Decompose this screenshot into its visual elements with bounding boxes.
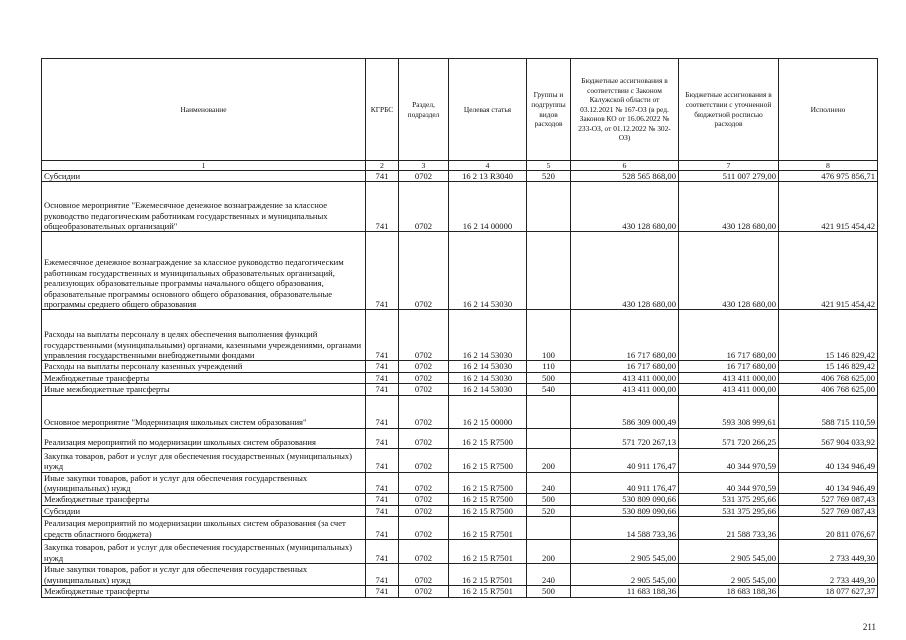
row-section-cell: 0702 bbox=[399, 361, 449, 372]
row-kgrbs-cell: 741 bbox=[366, 361, 399, 372]
row-target-cell: 16 2 15 R7501 bbox=[449, 586, 527, 597]
row-section-cell: 0702 bbox=[399, 505, 449, 516]
row-target-cell: 16 2 15 R7500 bbox=[449, 472, 527, 494]
row-section-cell: 0702 bbox=[399, 384, 449, 395]
row-kgrbs-cell: 741 bbox=[366, 395, 399, 428]
row-target-cell: 16 2 15 00000 bbox=[449, 395, 527, 428]
row-target-cell: 16 2 14 53030 bbox=[449, 310, 527, 361]
row-budget-law-cell: 528 565 868,00 bbox=[571, 171, 679, 182]
row-budget-refined-cell: 2 905 545,00 bbox=[679, 540, 779, 564]
header-executed: Исполнено bbox=[779, 59, 878, 161]
row-budget-refined-cell: 430 128 680,00 bbox=[679, 232, 779, 310]
table-row bbox=[42, 448, 878, 472]
table-row bbox=[42, 372, 878, 383]
row-target-cell: 16 2 14 53030 bbox=[449, 384, 527, 395]
row-target-cell: 16 2 13 R3040 bbox=[449, 171, 527, 182]
header-name: Наименование bbox=[42, 59, 366, 161]
row-budget-law-cell: 530 809 090,66 bbox=[571, 494, 679, 505]
row-name-cell: Основное мероприятие "Модернизация школьных систем образования" bbox=[42, 395, 366, 428]
row-target-cell: 16 2 14 53030 bbox=[449, 361, 527, 372]
table-row bbox=[42, 310, 878, 361]
row-section-cell: 0702 bbox=[399, 232, 449, 310]
row-group-cell bbox=[527, 428, 571, 448]
row-executed-cell: 406 768 625,00 bbox=[779, 384, 878, 395]
row-name-cell: Расходы на выплаты персоналу казенных учреждений bbox=[42, 361, 366, 372]
row-budget-refined-cell: 413 411 000,00 bbox=[679, 372, 779, 383]
row-target-cell: 16 2 15 R7500 bbox=[449, 428, 527, 448]
row-kgrbs-cell: 741 bbox=[366, 232, 399, 310]
table-row bbox=[42, 494, 878, 505]
row-executed-cell: 2 733 449,30 bbox=[779, 540, 878, 564]
row-kgrbs-cell: 741 bbox=[366, 171, 399, 182]
column-number: 7 bbox=[679, 161, 779, 171]
row-group-cell: 540 bbox=[527, 384, 571, 395]
row-executed-cell: 40 134 946,49 bbox=[779, 448, 878, 472]
row-budget-refined-cell: 21 588 733,36 bbox=[679, 517, 779, 540]
row-budget-refined-cell: 531 375 295,66 bbox=[679, 494, 779, 505]
row-name-cell: Иные межбюджетные трансферты bbox=[42, 384, 366, 395]
page-number: 211 bbox=[862, 622, 876, 632]
table-row bbox=[42, 428, 878, 448]
row-name-cell: Реализация мероприятий по модернизации школьных систем образования bbox=[42, 428, 366, 448]
row-kgrbs-cell: 741 bbox=[366, 384, 399, 395]
row-budget-law-cell: 586 309 000,49 bbox=[571, 395, 679, 428]
row-name-cell: Реализация мероприятий по модернизации школьных систем образования (за счет средств областного бюджета) bbox=[42, 517, 366, 540]
table-row bbox=[42, 586, 878, 597]
row-budget-refined-cell: 16 717 680,00 bbox=[679, 361, 779, 372]
row-name-cell: Расходы на выплаты персоналу в целях обеспечения выполнения функций государственными (муниципальными) органами, казенными учреждениями, органами управления государственными внебюджетными фондами bbox=[42, 310, 366, 361]
row-name-cell: Ежемесячное денежное вознаграждение за классное руководство педагогическим работникам государственных и муниципальных образовательных организаций, реализующих образовательные программы начального общего образования, образовательные программы основного общего образования, образовательные программы среднего общего образования bbox=[42, 232, 366, 310]
table-row bbox=[42, 540, 878, 564]
row-budget-refined-cell: 593 308 999,61 bbox=[679, 395, 779, 428]
row-section-cell: 0702 bbox=[399, 517, 449, 540]
row-budget-refined-cell: 40 344 970,59 bbox=[679, 472, 779, 494]
row-target-cell: 16 2 15 R7501 bbox=[449, 540, 527, 564]
row-executed-cell: 567 904 033,92 bbox=[779, 428, 878, 448]
row-section-cell: 0702 bbox=[399, 372, 449, 383]
column-number: 8 bbox=[779, 161, 878, 171]
row-budget-law-cell: 413 411 000,00 bbox=[571, 372, 679, 383]
row-group-cell bbox=[527, 182, 571, 232]
row-group-cell: 110 bbox=[527, 361, 571, 372]
row-kgrbs-cell: 741 bbox=[366, 448, 399, 472]
row-section-cell: 0702 bbox=[399, 448, 449, 472]
row-budget-law-cell: 430 128 680,00 bbox=[571, 232, 679, 310]
row-group-cell bbox=[527, 232, 571, 310]
header-budget-law: Бюджетные ассигнования в соответствии с Законом Калужской области от 03.12.2021 № 167-ОЗ (в ред. Законов КО от 16.06.2022 № 233-ОЗ, от 01.12.2022 № 302-ОЗ) bbox=[571, 59, 679, 161]
row-section-cell: 0702 bbox=[399, 395, 449, 428]
row-group-cell: 240 bbox=[527, 564, 571, 586]
header-budget-refined: Бюджетные ассигнования в соответствии с уточненной бюджетной росписью расходов bbox=[679, 59, 779, 161]
row-target-cell: 16 2 14 00000 bbox=[449, 182, 527, 232]
row-section-cell: 0702 bbox=[399, 472, 449, 494]
header-kgrbs: КГРБС bbox=[366, 59, 399, 161]
row-name-cell: Иные закупки товаров, работ и услуг для обеспечения государственных (муниципальных) нужд bbox=[42, 564, 366, 586]
row-group-cell: 520 bbox=[527, 505, 571, 516]
row-target-cell: 16 2 15 R7500 bbox=[449, 494, 527, 505]
table-row bbox=[42, 517, 878, 540]
row-name-cell: Субсидии bbox=[42, 171, 366, 182]
table-row bbox=[42, 472, 878, 494]
table-row bbox=[42, 505, 878, 516]
row-group-cell bbox=[527, 517, 571, 540]
column-number-row bbox=[42, 161, 878, 171]
table-row bbox=[42, 182, 878, 232]
row-section-cell: 0702 bbox=[399, 494, 449, 505]
row-target-cell: 16 2 15 R7501 bbox=[449, 517, 527, 540]
table-row bbox=[42, 395, 878, 428]
row-kgrbs-cell: 741 bbox=[366, 564, 399, 586]
row-budget-refined-cell: 18 683 188,36 bbox=[679, 586, 779, 597]
row-executed-cell: 421 915 454,42 bbox=[779, 232, 878, 310]
row-group-cell: 500 bbox=[527, 586, 571, 597]
row-section-cell: 0702 bbox=[399, 310, 449, 361]
row-name-cell: Закупка товаров, работ и услуг для обеспечения государственных (муниципальных) нужд bbox=[42, 540, 366, 564]
row-kgrbs-cell: 741 bbox=[366, 505, 399, 516]
column-number: 4 bbox=[449, 161, 527, 171]
row-budget-law-cell: 40 911 176,47 bbox=[571, 448, 679, 472]
row-section-cell: 0702 bbox=[399, 428, 449, 448]
row-budget-law-cell: 14 588 733,36 bbox=[571, 517, 679, 540]
row-target-cell: 16 2 14 53030 bbox=[449, 372, 527, 383]
row-name-cell: Межбюджетные трансферты bbox=[42, 372, 366, 383]
table-row bbox=[42, 232, 878, 310]
row-budget-refined-cell: 430 128 680,00 bbox=[679, 182, 779, 232]
row-executed-cell: 20 811 076,67 bbox=[779, 517, 878, 540]
row-target-cell: 16 2 15 R7501 bbox=[449, 564, 527, 586]
table-row bbox=[42, 361, 878, 372]
row-budget-law-cell: 16 717 680,00 bbox=[571, 310, 679, 361]
column-number: 2 bbox=[366, 161, 399, 171]
row-executed-cell: 15 146 829,42 bbox=[779, 310, 878, 361]
row-executed-cell: 15 146 829,42 bbox=[779, 361, 878, 372]
row-budget-law-cell: 413 411 000,00 bbox=[571, 384, 679, 395]
row-section-cell: 0702 bbox=[399, 540, 449, 564]
row-name-cell: Субсидии bbox=[42, 505, 366, 516]
table-body bbox=[42, 171, 878, 598]
row-group-cell: 100 bbox=[527, 310, 571, 361]
column-number: 1 bbox=[42, 161, 366, 171]
row-budget-law-cell: 40 911 176,47 bbox=[571, 472, 679, 494]
row-budget-refined-cell: 2 905 545,00 bbox=[679, 564, 779, 586]
row-kgrbs-cell: 741 bbox=[366, 540, 399, 564]
row-budget-law-cell: 2 905 545,00 bbox=[571, 540, 679, 564]
row-executed-cell: 421 915 454,42 bbox=[779, 182, 878, 232]
column-number: 3 bbox=[399, 161, 449, 171]
row-group-cell bbox=[527, 395, 571, 428]
row-budget-refined-cell: 571 720 266,25 bbox=[679, 428, 779, 448]
row-group-cell: 200 bbox=[527, 540, 571, 564]
column-number: 6 bbox=[571, 161, 679, 171]
row-name-cell: Закупка товаров, работ и услуг для обеспечения государственных (муниципальных) нужд bbox=[42, 448, 366, 472]
budget-execution-table bbox=[41, 58, 878, 598]
row-executed-cell: 18 077 627,37 bbox=[779, 586, 878, 597]
row-executed-cell: 527 769 087,43 bbox=[779, 494, 878, 505]
header-section: Раздел, подраздел bbox=[399, 59, 449, 161]
row-budget-law-cell: 11 683 188,36 bbox=[571, 586, 679, 597]
header-groups: Группы и подгруппы видов расходов bbox=[527, 59, 571, 161]
row-name-cell: Межбюджетные трансферты bbox=[42, 586, 366, 597]
budget-report-sheet bbox=[41, 58, 877, 598]
row-group-cell: 520 bbox=[527, 171, 571, 182]
row-kgrbs-cell: 741 bbox=[366, 586, 399, 597]
row-kgrbs-cell: 741 bbox=[366, 310, 399, 361]
row-budget-law-cell: 530 809 090,66 bbox=[571, 505, 679, 516]
row-budget-refined-cell: 531 375 295,66 bbox=[679, 505, 779, 516]
row-budget-refined-cell: 16 717 680,00 bbox=[679, 310, 779, 361]
row-budget-refined-cell: 413 411 000,00 bbox=[679, 384, 779, 395]
row-group-cell: 500 bbox=[527, 494, 571, 505]
row-section-cell: 0702 bbox=[399, 586, 449, 597]
row-kgrbs-cell: 741 bbox=[366, 182, 399, 232]
row-name-cell: Основное мероприятие "Ежемесячное денежное вознаграждение за классное руководство педагогическим работникам государственных и муниципальных общеобразовательных организаций" bbox=[42, 182, 366, 232]
row-name-cell: Межбюджетные трансферты bbox=[42, 494, 366, 505]
row-kgrbs-cell: 741 bbox=[366, 472, 399, 494]
row-executed-cell: 406 768 625,00 bbox=[779, 372, 878, 383]
header-target: Целевая статья bbox=[449, 59, 527, 161]
row-executed-cell: 2 733 449,30 bbox=[779, 564, 878, 586]
row-budget-law-cell: 430 128 680,00 bbox=[571, 182, 679, 232]
row-budget-refined-cell: 511 007 279,00 bbox=[679, 171, 779, 182]
row-executed-cell: 40 134 946,49 bbox=[779, 472, 878, 494]
row-name-cell: Иные закупки товаров, работ и услуг для обеспечения государственных (муниципальных) нужд bbox=[42, 472, 366, 494]
row-target-cell: 16 2 15 R7500 bbox=[449, 448, 527, 472]
column-number: 5 bbox=[527, 161, 571, 171]
table-header-row bbox=[42, 59, 878, 161]
table-row bbox=[42, 564, 878, 586]
row-group-cell: 240 bbox=[527, 472, 571, 494]
row-budget-law-cell: 16 717 680,00 bbox=[571, 361, 679, 372]
row-kgrbs-cell: 741 bbox=[366, 372, 399, 383]
row-target-cell: 16 2 15 R7500 bbox=[449, 505, 527, 516]
row-executed-cell: 588 715 110,59 bbox=[779, 395, 878, 428]
row-kgrbs-cell: 741 bbox=[366, 494, 399, 505]
row-section-cell: 0702 bbox=[399, 564, 449, 586]
table-row bbox=[42, 384, 878, 395]
row-budget-refined-cell: 40 344 970,59 bbox=[679, 448, 779, 472]
row-group-cell: 500 bbox=[527, 372, 571, 383]
row-target-cell: 16 2 14 53030 bbox=[449, 232, 527, 310]
row-executed-cell: 476 975 856,71 bbox=[779, 171, 878, 182]
row-executed-cell: 527 769 087,43 bbox=[779, 505, 878, 516]
row-budget-law-cell: 571 720 267,13 bbox=[571, 428, 679, 448]
row-section-cell: 0702 bbox=[399, 171, 449, 182]
row-kgrbs-cell: 741 bbox=[366, 428, 399, 448]
row-kgrbs-cell: 741 bbox=[366, 517, 399, 540]
row-section-cell: 0702 bbox=[399, 182, 449, 232]
row-budget-law-cell: 2 905 545,00 bbox=[571, 564, 679, 586]
table-row bbox=[42, 171, 878, 182]
row-group-cell: 200 bbox=[527, 448, 571, 472]
